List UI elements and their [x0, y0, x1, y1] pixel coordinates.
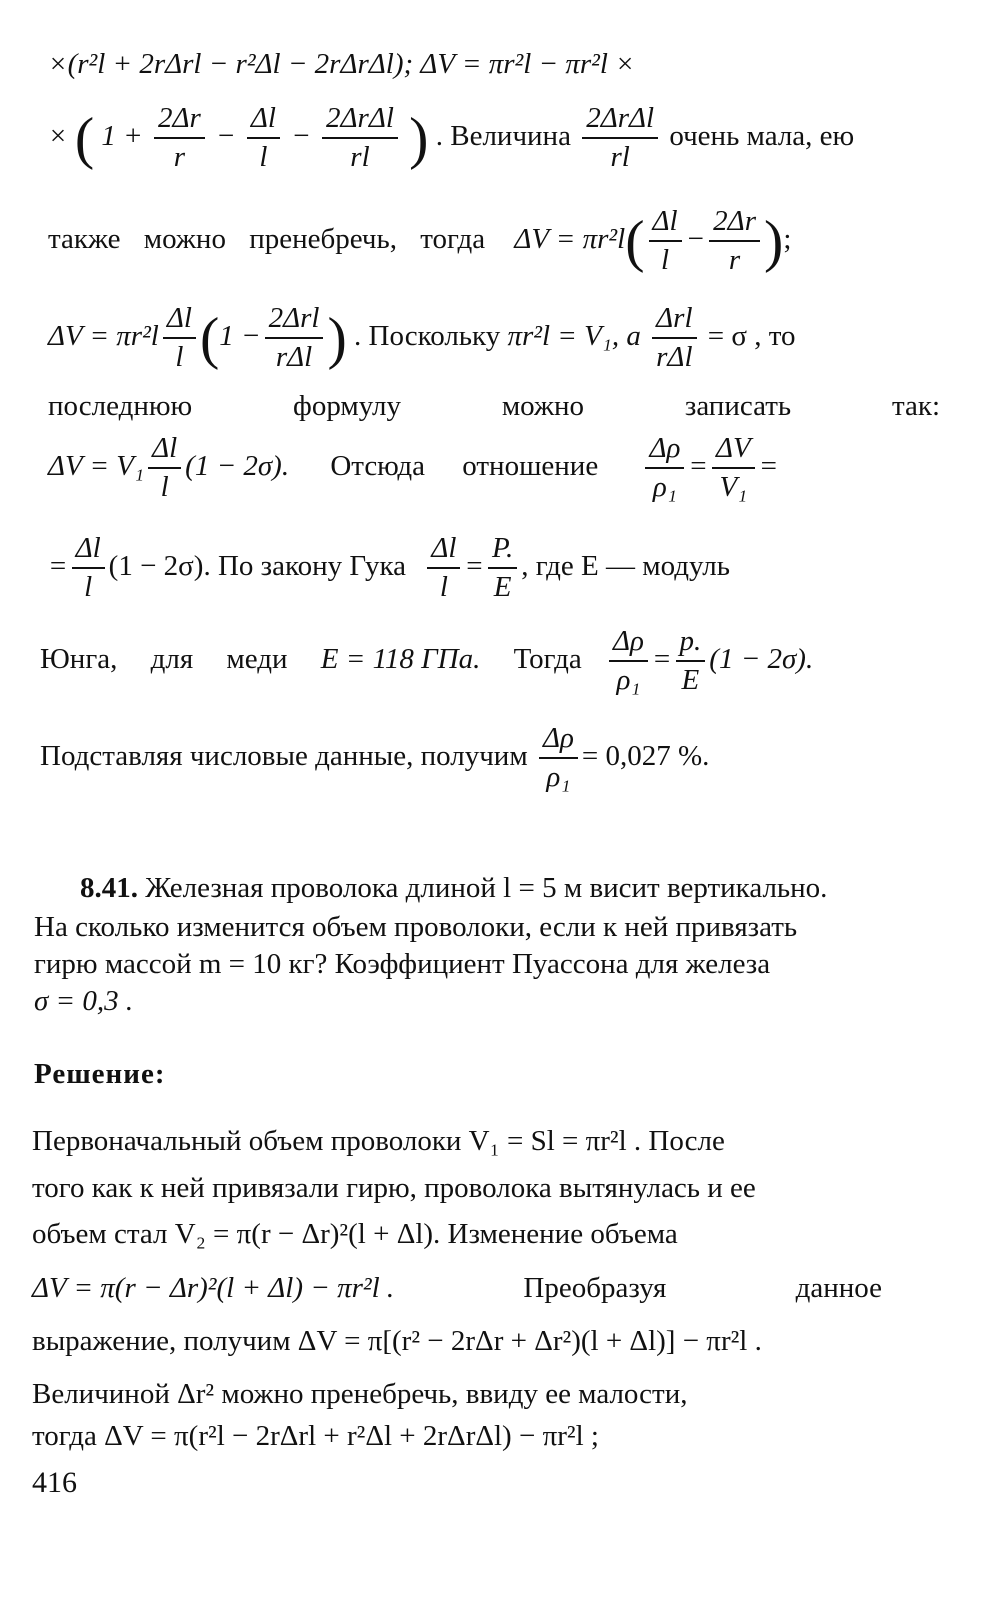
formula-segment: (1 − 2σ).	[185, 450, 290, 482]
formula-line-1	[48, 48, 635, 81]
word: можно	[501, 390, 584, 422]
page-number-text: 416	[32, 1466, 77, 1499]
word: так:	[891, 390, 940, 422]
fraction: $\frac{\Delta\rho}{\text{ρ₁}}$	[645, 432, 684, 505]
problem-line-2	[34, 911, 797, 944]
solution-text: выражение, получим ΔV = π[(r² − 2rΔr + Δr²)(l + Δl)] − πr²l .	[32, 1325, 762, 1357]
fraction: $\frac{\Delta l}{l}$	[163, 302, 196, 375]
formula-line-8: Юнга, для меди E = 118 ГПа. Тогда $\frac{\Delta\rho}{\text{ρ₁}}$ = $\frac{p.}{E}$ (1 − 2σ).	[40, 625, 814, 697]
paren-close: )	[763, 208, 784, 274]
formula-segment: (1 − 2σ).	[709, 643, 814, 675]
solution-line-7	[32, 1420, 599, 1453]
problem-text: σ = 0,3 .	[34, 985, 134, 1017]
problem-number: 8.41.	[80, 872, 138, 904]
solution-text: тогда ΔV = π(r²l − 2rΔrl + r²Δl + 2rΔrΔl) − πr²l ;	[32, 1420, 599, 1452]
one-plus: 1 +	[101, 120, 143, 152]
problem-text: гирю массой m = 10 кг? Коэффициент Пуассона для железа	[34, 948, 771, 980]
word: Тогда	[513, 643, 582, 675]
solution-line-2	[32, 1172, 756, 1205]
problem-text: Железная проволока длиной l = 5 м висит вертикально.	[145, 872, 828, 904]
paren-close: )	[327, 305, 347, 371]
formula-line-2: × ( 1 + $\frac{2\Delta r}{r}$ − $\frac{\Delta l}{l}$ − $\frac{\text{2ΔrΔl}}{rl}$ ) . Величина $\frac{\text{2ΔrΔl}}{rl}$ очень мала, ею	[48, 102, 855, 174]
heading-text: Решение:	[34, 1058, 166, 1090]
fraction: $\frac{2\Delta r}{r}$	[154, 102, 205, 175]
text-segment: = σ , то	[707, 320, 796, 352]
fraction: $\frac{\Delta l}{l}$	[148, 432, 181, 505]
formula-segment: =	[48, 550, 68, 582]
fraction: $\frac{\Delta l}{l}$	[72, 532, 105, 605]
word: Преобразуя	[523, 1272, 667, 1304]
formula-segment: ΔV = V₁	[48, 450, 145, 482]
problem-text: На сколько изменится объем проволоки, если к ней привязать	[34, 911, 798, 943]
text-segment: (1 − 2σ). По закону Гука	[108, 550, 407, 582]
paren-open: (	[199, 305, 220, 371]
fraction: $\frac{\text{2Δrl}}{\text{rΔl}}$	[265, 302, 324, 375]
problem-line-3	[34, 948, 770, 981]
text-segment: . Поскольку	[354, 320, 501, 352]
page-number	[32, 1466, 77, 1501]
fraction: $\frac{\Delta V}{\text{V₁}}$	[712, 432, 755, 505]
text-segment: очень мала, ею	[669, 120, 855, 152]
fraction: $\frac{\Delta\rho}{\text{ρ₁}}$	[539, 722, 578, 795]
word: последнюю	[48, 390, 193, 422]
paren-open: (	[74, 105, 95, 171]
formula-segment: E = 118 ГПа.	[320, 643, 481, 675]
solution-text: того как к ней привязали гирю, проволока вытянулась и ее	[32, 1172, 756, 1204]
solution-text: Величиной Δr² можно пренебречь, ввиду ее малости,	[32, 1378, 688, 1410]
word: Юнга,	[40, 643, 118, 675]
fraction: $\frac{P.}{E}$	[488, 532, 517, 605]
text-segment: . Величина	[435, 120, 571, 152]
fraction: $\frac{\Delta l}{l}$	[247, 102, 280, 175]
solution-text: Первоначальный объем проволоки V₁ = Sl = πr²l . После	[32, 1125, 725, 1157]
solution-heading	[34, 1058, 166, 1091]
word: данное	[795, 1272, 882, 1304]
fraction: $\frac{\text{2ΔrΔl}}{rl}$	[582, 102, 658, 175]
solution-text: объем стал V₂ = π(r − Δr)²(l + Δl). Изменение объема	[32, 1218, 678, 1250]
multiply-sign: ×	[48, 120, 68, 152]
text-segment: Подставляя числовые данные, получим	[40, 740, 528, 772]
paren-open: (	[625, 208, 645, 274]
solution-line-1	[32, 1125, 725, 1158]
word: Отсюда	[330, 450, 426, 482]
text-line-5	[48, 390, 940, 423]
formula-segment: πr²l = V₁, а	[507, 320, 641, 352]
solution-line-3	[32, 1218, 678, 1251]
formula-line-4: ΔV = πr²l $\frac{\Delta l}{l}$ (1 − $\frac{\text{2Δrl}}{\text{rΔl}}$ ) . Поскольку πr²l = V₁, а $\frac{\text{Δrl}}{\text{rΔl}}$ = σ , то	[48, 302, 796, 374]
text-segment: = 0,027 %.	[581, 740, 710, 772]
formula-line-3: также можно пренебречь, тогда ΔV = πr²l( $\frac{\Delta l}{l}$ − $\frac{2\Delta r}{r}$ );	[48, 205, 792, 277]
problem-line-4	[34, 985, 133, 1018]
formula-line-7: = $\frac{\Delta l}{l}$ (1 − 2σ). По закону Гука $\frac{\Delta l}{l}$ = $\frac{P.}{E}$ , где E — модуль	[48, 532, 730, 604]
formula-line-6: ΔV = V₁ $\frac{\Delta l}{l}$ (1 − 2σ). Отсюда отношение $\frac{\Delta\rho}{\text{ρ₁}}$ = $\frac{\Delta V}{\text{V₁}}$ =	[48, 432, 779, 504]
word: отношение	[462, 450, 599, 482]
formula-text: ×(r²l + 2rΔrl − r²Δl − 2rΔrΔl); ΔV = πr²l − πr²l ×	[48, 48, 635, 80]
formula-segment: ΔV = π(r − Δr)²(l + Δl) − πr²l .	[32, 1272, 395, 1304]
fraction: $\frac{2\Delta r}{r}$	[709, 205, 760, 278]
formula-segment: ΔV = πr²l	[48, 320, 159, 352]
word: формулу	[293, 390, 401, 422]
formula-line-9	[40, 722, 709, 795]
solution-line-5	[32, 1325, 762, 1358]
word: меди	[226, 643, 288, 675]
formula-segment: ΔV = πr²l	[514, 223, 626, 255]
fraction: $\frac{\Delta l}{l}$	[649, 205, 682, 278]
text-segment: также можно пренебречь, тогда	[48, 223, 486, 255]
problem-line-1	[80, 872, 827, 905]
word: записать	[684, 390, 792, 422]
fraction: $\frac{\Delta l}{l}$	[427, 532, 460, 605]
solution-line-4	[32, 1272, 882, 1305]
fraction: $\frac{\text{2ΔrΔl}}{rl}$	[322, 102, 398, 175]
solution-line-6	[32, 1378, 687, 1411]
fraction: $\frac{p.}{E}$	[676, 625, 706, 698]
fraction: $\frac{\text{Δrl}}{\text{rΔl}}$	[652, 302, 696, 375]
word: для	[150, 643, 194, 675]
fraction: $\frac{\Delta\rho}{\text{ρ₁}}$	[609, 625, 648, 698]
paren-close: )	[409, 105, 429, 171]
text-segment: , где E — модуль	[521, 550, 730, 582]
